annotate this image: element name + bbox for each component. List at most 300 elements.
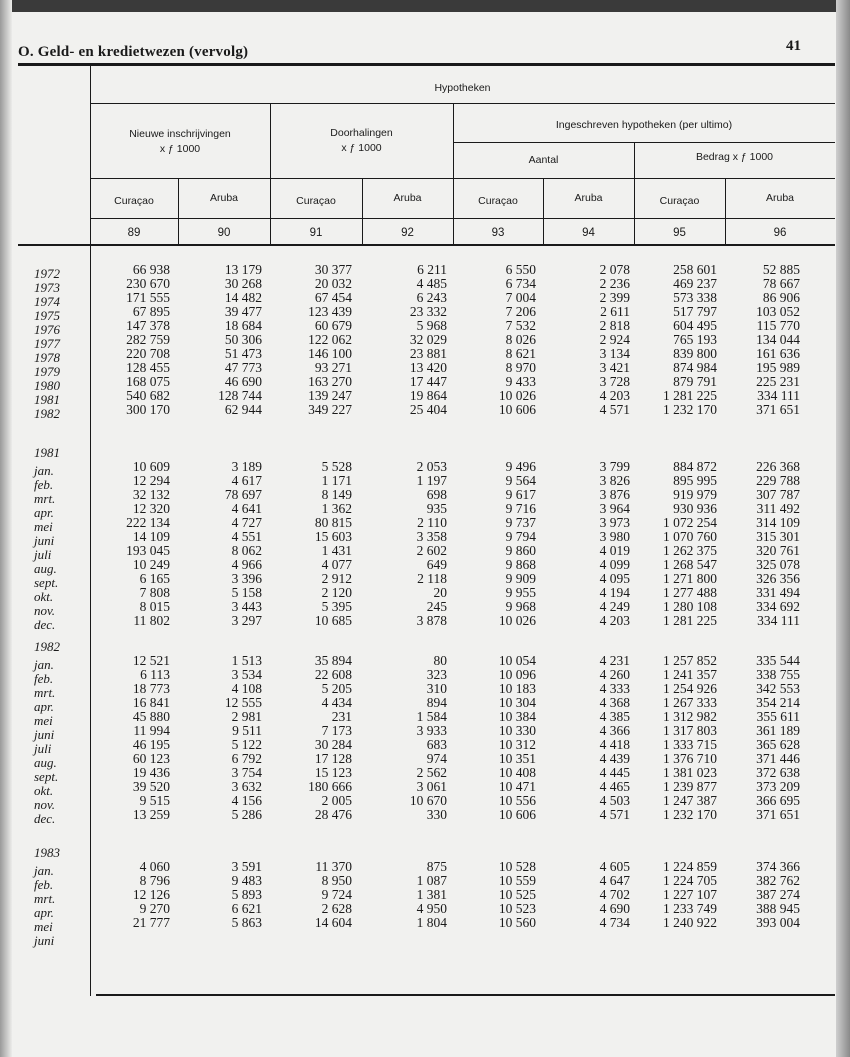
table-cell: 30 268 xyxy=(224,276,262,291)
table-cell: 10 609 xyxy=(132,459,170,474)
table-cell: 20 xyxy=(433,585,447,600)
table-cell: 323 xyxy=(426,667,447,682)
table-cell: 80 815 xyxy=(314,515,352,530)
table-cell: 60 123 xyxy=(132,751,170,766)
table-cell: 314 109 xyxy=(756,515,800,530)
table-cell: 330 xyxy=(426,807,447,822)
table-cell: 894 xyxy=(426,695,447,710)
table-cell: 10 384 xyxy=(498,709,536,724)
table-cell: 139 247 xyxy=(308,388,352,403)
table-cell: 604 495 xyxy=(673,318,717,333)
table-cell: 7 206 xyxy=(505,304,536,319)
table-cell: 5 528 xyxy=(321,459,352,474)
table-cell: 1 087 xyxy=(416,873,447,888)
table-cell: 393 004 xyxy=(756,915,800,930)
table-cell: 51 473 xyxy=(224,346,262,361)
table-cell: 6 113 xyxy=(140,667,170,682)
row-label: nov. xyxy=(34,603,56,618)
table-cell: 8 621 xyxy=(505,346,536,361)
row-label: 1974 xyxy=(34,294,60,309)
table-cell: 13 420 xyxy=(409,360,447,375)
column-number: 92 xyxy=(401,227,414,239)
table-cell: 3 826 xyxy=(599,473,630,488)
table-cell: 326 356 xyxy=(756,571,800,586)
table-cell: 5 968 xyxy=(416,318,447,333)
table-cell: 25 404 xyxy=(409,402,447,417)
table-cell: 331 494 xyxy=(756,585,800,600)
table-cell: 9 868 xyxy=(505,557,536,572)
row-label: mrt. xyxy=(34,891,56,906)
table-cell: 13 179 xyxy=(224,262,262,277)
table-cell: 6 792 xyxy=(231,751,262,766)
row-label: juli xyxy=(34,547,52,562)
table-cell: 17 128 xyxy=(314,751,352,766)
table-cell: 11 994 xyxy=(133,723,170,738)
table-cell: 226 368 xyxy=(756,459,800,474)
header-amount: Bedrag x ƒ 1000 xyxy=(695,151,774,163)
table-cell: 9 496 xyxy=(505,459,536,474)
table-cell: 9 511 xyxy=(232,723,262,738)
table-cell: 222 134 xyxy=(126,515,170,530)
table-cell: 4 503 xyxy=(599,793,630,808)
table-cell: 231 xyxy=(331,709,352,724)
header-registered: Ingeschreven hypotheken (per ultimo) xyxy=(555,119,733,131)
table-cell: 35 894 xyxy=(314,653,352,668)
column-number: 96 xyxy=(773,227,787,239)
header-island: Curaçao xyxy=(659,195,700,207)
table-cell: 1 070 760 xyxy=(663,529,717,544)
row-label: jan. xyxy=(34,463,54,478)
table-cell: 335 544 xyxy=(756,653,800,668)
table-cell: 1 247 387 xyxy=(663,793,717,808)
row-label: 1976 xyxy=(34,322,60,337)
table-cell: 4 434 xyxy=(321,695,352,710)
table-cell: 258 601 xyxy=(673,262,717,277)
block-year-label: 1982 xyxy=(34,639,60,654)
table-cell: 12 294 xyxy=(132,473,170,488)
table-cell: 361 189 xyxy=(756,723,800,738)
table-cell: 3 754 xyxy=(231,765,262,780)
table-cell: 879 791 xyxy=(673,374,717,389)
table-cell: 5 893 xyxy=(231,887,262,902)
table-cell: 9 617 xyxy=(505,487,536,502)
header-island: Curaçao xyxy=(296,195,336,207)
row-label: sept. xyxy=(34,575,59,590)
row-label: mei xyxy=(34,919,53,934)
table-cell: 9 270 xyxy=(139,901,170,916)
block-year-label: 1981 xyxy=(34,445,60,460)
table-cell: 382 762 xyxy=(756,873,800,888)
column-number: 91 xyxy=(309,227,323,239)
table-cell: 1 376 710 xyxy=(663,751,717,766)
table-cell: 19 436 xyxy=(132,765,170,780)
table-cell: 1 239 877 xyxy=(663,779,717,794)
table-cell: 10 330 xyxy=(498,723,536,738)
table-cell: 52 885 xyxy=(762,262,800,277)
row-label: jan. xyxy=(34,863,54,878)
table-cell: 103 052 xyxy=(756,304,800,319)
table-cell: 23 881 xyxy=(409,346,447,361)
row-label: 1979 xyxy=(34,364,60,379)
table-cell: 1 171 xyxy=(321,473,352,488)
table-cell: 19 864 xyxy=(409,388,447,403)
table-cell: 9 716 xyxy=(505,501,536,516)
row-label: aug. xyxy=(34,755,57,770)
table-cell: 229 788 xyxy=(756,473,800,488)
table-cell: 540 682 xyxy=(126,388,170,403)
table-cell: 4 077 xyxy=(321,557,352,572)
table-cell: 371 651 xyxy=(756,807,800,822)
table-cell: 4 966 xyxy=(231,557,262,572)
table-cell: 66 938 xyxy=(132,262,170,277)
table-cell: 3 591 xyxy=(231,859,262,874)
table-cell: 245 xyxy=(426,599,447,614)
table-cell: 874 984 xyxy=(673,360,717,375)
table-cell: 4 617 xyxy=(231,473,262,488)
table-cell: 365 628 xyxy=(756,737,800,752)
table-cell: 10 026 xyxy=(498,388,536,403)
header-island: Aruba xyxy=(574,192,603,204)
table-cell: 46 195 xyxy=(132,737,170,752)
table-cell: 10 183 xyxy=(498,681,536,696)
table-cell: 9 737 xyxy=(505,515,536,530)
column-number: 95 xyxy=(673,227,686,239)
table-cell: 5 863 xyxy=(231,915,262,930)
table-cell: 10 523 xyxy=(498,901,536,916)
table-cell: 469 237 xyxy=(673,276,717,291)
table-cell: 371 651 xyxy=(756,402,800,417)
row-label: juni xyxy=(34,933,55,948)
table-cell: 9 483 xyxy=(231,873,262,888)
table-cell: 4 551 xyxy=(231,529,262,544)
row-label: 1981 xyxy=(34,392,60,407)
table-cell: 10 525 xyxy=(498,887,536,902)
table-cell: 6 211 xyxy=(417,262,447,277)
table-cell: 1 277 488 xyxy=(663,585,717,600)
table-cell: 1 197 xyxy=(416,473,447,488)
bottom-rule xyxy=(96,994,835,996)
table-cell: 1 224 705 xyxy=(663,873,717,888)
table-cell: 3 134 xyxy=(599,346,630,361)
header-new-registrations-unit: x ƒ 1000 xyxy=(159,143,201,155)
table-cell: 4 060 xyxy=(139,859,170,874)
table-cell: 1 268 547 xyxy=(663,557,717,572)
page-title: O. Geld- en kredietwezen (vervolg) xyxy=(18,44,249,60)
table-cell: 9 564 xyxy=(505,473,536,488)
row-label: juni xyxy=(34,533,55,548)
table-cell: 374 366 xyxy=(756,859,800,874)
table-cell: 3 061 xyxy=(416,779,447,794)
table-cell: 325 078 xyxy=(756,557,800,572)
table-cell: 2 628 xyxy=(321,901,352,916)
table-cell: 4 366 xyxy=(599,723,630,738)
table-cell: 4 702 xyxy=(599,887,630,902)
table-cell: 78 667 xyxy=(762,276,800,291)
table-cell: 3 189 xyxy=(231,459,262,474)
header-island: Aruba xyxy=(765,192,795,204)
table-cell: 930 936 xyxy=(673,501,717,516)
table-cell: 4 019 xyxy=(599,543,630,558)
table-cell: 320 761 xyxy=(756,543,800,558)
block-year-label: 1983 xyxy=(34,845,60,860)
table-cell: 875 xyxy=(426,859,447,874)
table-cell: 10 556 xyxy=(498,793,536,808)
table-cell: 1 584 xyxy=(416,709,447,724)
table-cell: 220 708 xyxy=(126,346,170,361)
table-cell: 123 439 xyxy=(308,304,352,319)
table-cell: 15 603 xyxy=(314,529,352,544)
table-cell: 5 395 xyxy=(321,599,352,614)
table-cell: 10 528 xyxy=(498,859,536,874)
table-cell: 146 100 xyxy=(308,346,352,361)
table-cell: 18 684 xyxy=(224,318,262,333)
table-cell: 67 454 xyxy=(314,290,352,305)
table-cell: 4 485 xyxy=(416,276,447,291)
table-cell: 9 860 xyxy=(505,543,536,558)
table-cell: 310 xyxy=(426,681,447,696)
table-cell: 342 553 xyxy=(756,681,800,696)
table-cell: 22 608 xyxy=(314,667,352,682)
table-cell: 2 078 xyxy=(599,262,630,277)
scan-right-edge xyxy=(836,0,850,1057)
table-cell: 225 231 xyxy=(756,374,800,389)
row-label: 1982 xyxy=(34,406,60,421)
table-cell: 1 362 xyxy=(321,501,352,516)
table-cell: 10 096 xyxy=(498,667,536,682)
table-cell: 7 173 xyxy=(321,723,352,738)
row-label: dec. xyxy=(34,811,56,826)
table-cell: 10 560 xyxy=(498,915,536,930)
table-cell: 3 632 xyxy=(231,779,262,794)
table-cell: 2 053 xyxy=(416,459,447,474)
table-cell: 180 666 xyxy=(308,779,352,794)
column-number: 90 xyxy=(217,227,231,239)
table-cell: 47 773 xyxy=(224,360,262,375)
table-cell: 3 980 xyxy=(599,529,630,544)
table-cell: 355 611 xyxy=(756,709,800,724)
row-label: 1980 xyxy=(34,378,60,393)
table-cell: 683 xyxy=(426,737,447,752)
top-rule xyxy=(18,63,835,66)
table-cell: 349 227 xyxy=(308,402,352,417)
table-cell: 8 796 xyxy=(139,873,170,888)
table-cell: 10 312 xyxy=(498,737,536,752)
row-label: feb. xyxy=(34,477,54,492)
table-cell: 10 606 xyxy=(498,807,536,822)
table-cell: 1 333 715 xyxy=(663,737,717,752)
table-cell: 334 111 xyxy=(757,613,800,628)
table-cell: 8 970 xyxy=(505,360,536,375)
table-cell: 1 312 982 xyxy=(663,709,717,724)
table-cell: 6 734 xyxy=(505,276,536,291)
table-cell: 8 062 xyxy=(231,543,262,558)
table-cell: 11 802 xyxy=(133,613,170,628)
table-cell: 5 205 xyxy=(321,681,352,696)
table-cell: 895 995 xyxy=(673,473,717,488)
header-island: Aruba xyxy=(393,192,422,204)
table-cell: 5 122 xyxy=(231,737,262,752)
table-cell: 6 621 xyxy=(231,901,262,916)
table-cell: 15 123 xyxy=(314,765,352,780)
table-cell: 3 799 xyxy=(599,459,630,474)
table-cell: 3 876 xyxy=(599,487,630,502)
table-cell: 16 841 xyxy=(132,695,170,710)
table-cell: 8 015 xyxy=(139,599,170,614)
table-cell: 67 895 xyxy=(132,304,170,319)
table-cell: 2 005 xyxy=(321,793,352,808)
table-cell: 1 227 107 xyxy=(663,887,717,902)
table-cell: 1 431 xyxy=(321,543,352,558)
table-cell: 1 241 357 xyxy=(663,667,717,682)
table-cell: 3 421 xyxy=(599,360,630,375)
table-cell: 4 571 xyxy=(599,402,630,417)
table-cell: 10 685 xyxy=(314,613,352,628)
row-label: okt. xyxy=(34,589,54,604)
table-cell: 1 262 375 xyxy=(663,543,717,558)
row-label: juni xyxy=(34,727,55,742)
table-cell: 21 777 xyxy=(132,915,170,930)
table-cell: 2 110 xyxy=(417,515,447,530)
table-cell: 122 062 xyxy=(308,332,352,347)
table-cell: 3 878 xyxy=(416,613,447,628)
table-cell: 372 638 xyxy=(756,765,800,780)
table-cell: 974 xyxy=(426,751,447,766)
table-cell: 3 443 xyxy=(231,599,262,614)
row-label: mrt. xyxy=(34,491,56,506)
table-cell: 8 149 xyxy=(321,487,352,502)
table-cell: 10 249 xyxy=(132,557,170,572)
row-label: feb. xyxy=(34,671,54,686)
table-cell: 698 xyxy=(426,487,447,502)
table-cell: 4 727 xyxy=(231,515,262,530)
table-cell: 4 445 xyxy=(599,765,630,780)
row-label: juli xyxy=(34,741,52,756)
header-bottom-rule xyxy=(18,244,835,246)
table-cell: 171 555 xyxy=(126,290,170,305)
table-cell: 11 370 xyxy=(315,859,352,874)
table-cell: 1 257 852 xyxy=(663,653,717,668)
table-cell: 334 692 xyxy=(756,599,800,614)
table-cell: 12 126 xyxy=(132,887,170,902)
table-cell: 4 368 xyxy=(599,695,630,710)
table-cell: 3 728 xyxy=(599,374,630,389)
table-cell: 10 026 xyxy=(498,613,536,628)
table-cell: 1 381 023 xyxy=(663,765,717,780)
header-island: Curaçao xyxy=(478,195,518,207)
table-cell: 10 351 xyxy=(498,751,536,766)
table-cell: 765 193 xyxy=(673,332,717,347)
table-cell: 919 979 xyxy=(673,487,717,502)
row-label: aug. xyxy=(34,561,57,576)
table-cell: 1 232 170 xyxy=(663,402,717,417)
table-cell: 10 471 xyxy=(498,779,536,794)
table-cell: 371 446 xyxy=(756,751,800,766)
table-cell: 935 xyxy=(426,501,447,516)
table-cell: 7 532 xyxy=(505,318,536,333)
table-cell: 168 075 xyxy=(126,374,170,389)
table-cell: 1 317 803 xyxy=(663,723,717,738)
table-cell: 3 297 xyxy=(231,613,262,628)
table-cell: 9 515 xyxy=(139,793,170,808)
table-cell: 62 944 xyxy=(224,402,262,417)
row-label: 1975 xyxy=(34,308,60,323)
table-cell: 39 520 xyxy=(132,779,170,794)
table-cell: 9 794 xyxy=(505,529,536,544)
table-cell: 9 909 xyxy=(505,571,536,586)
table-cell: 3 933 xyxy=(416,723,447,738)
table-cell: 282 759 xyxy=(126,332,170,347)
row-label: 1978 xyxy=(34,350,60,365)
table-cell: 10 606 xyxy=(498,402,536,417)
table-cell: 4 385 xyxy=(599,709,630,724)
table-cell: 39 477 xyxy=(224,304,262,319)
table-cell: 649 xyxy=(426,557,447,572)
table-cell: 45 880 xyxy=(132,709,170,724)
table-cell: 12 555 xyxy=(224,695,262,710)
table-cell: 1 381 xyxy=(416,887,447,902)
table-cell: 10 670 xyxy=(409,793,447,808)
table-cell: 163 270 xyxy=(308,374,352,389)
table-cell: 1 072 254 xyxy=(663,515,717,530)
table-cell: 315 301 xyxy=(756,529,800,544)
table-cell: 78 697 xyxy=(224,487,262,502)
table-cell: 1 267 333 xyxy=(663,695,717,710)
table-cell: 12 521 xyxy=(132,653,170,668)
header-island: Curaçao xyxy=(114,195,154,207)
table-cell: 3 358 xyxy=(416,529,447,544)
header-count: Aantal xyxy=(528,154,559,166)
row-label: mrt. xyxy=(34,685,56,700)
column-number: 93 xyxy=(491,227,505,239)
table-cell: 1 280 108 xyxy=(663,599,717,614)
table-cell: 4 605 xyxy=(599,859,630,874)
table-cell: 4 647 xyxy=(599,873,630,888)
table-cell: 93 271 xyxy=(314,360,352,375)
table-cell: 6 165 xyxy=(139,571,170,586)
table-cell: 366 695 xyxy=(756,793,800,808)
page-number: 41 xyxy=(786,38,801,54)
table-cell: 195 989 xyxy=(756,360,800,375)
table-cell: 4 099 xyxy=(599,557,630,572)
table-cell: 2 602 xyxy=(416,543,447,558)
scan-top-edge xyxy=(0,0,850,12)
table-cell: 307 787 xyxy=(756,487,800,502)
table-cell: 1 224 859 xyxy=(663,859,717,874)
table-cell: 18 773 xyxy=(132,681,170,696)
row-label: okt. xyxy=(34,783,54,798)
row-label: 1977 xyxy=(34,336,60,351)
table-cell: 4 465 xyxy=(599,779,630,794)
table-cell: 6 550 xyxy=(505,262,536,277)
table-cell: 30 377 xyxy=(314,262,352,277)
table-cell: 839 800 xyxy=(673,346,717,361)
table-cell: 1 513 xyxy=(231,653,262,668)
table-cell: 8 026 xyxy=(505,332,536,347)
row-label: jan. xyxy=(34,657,54,672)
header-cancellations-unit: x ƒ 1000 xyxy=(341,142,382,154)
table-cell: 4 418 xyxy=(599,737,630,752)
header-rule-1 xyxy=(90,103,835,104)
table-cell: 9 724 xyxy=(321,887,352,902)
table-cell: 86 906 xyxy=(762,290,800,305)
table-cell: 32 132 xyxy=(132,487,170,502)
header-hypotheken: Hypotheken xyxy=(434,82,491,94)
table-cell: 373 209 xyxy=(756,779,800,794)
table-cell: 4 108 xyxy=(231,681,262,696)
table-cell: 28 476 xyxy=(314,807,352,822)
table-cell: 230 670 xyxy=(126,276,170,291)
table-cell: 9 955 xyxy=(505,585,536,600)
